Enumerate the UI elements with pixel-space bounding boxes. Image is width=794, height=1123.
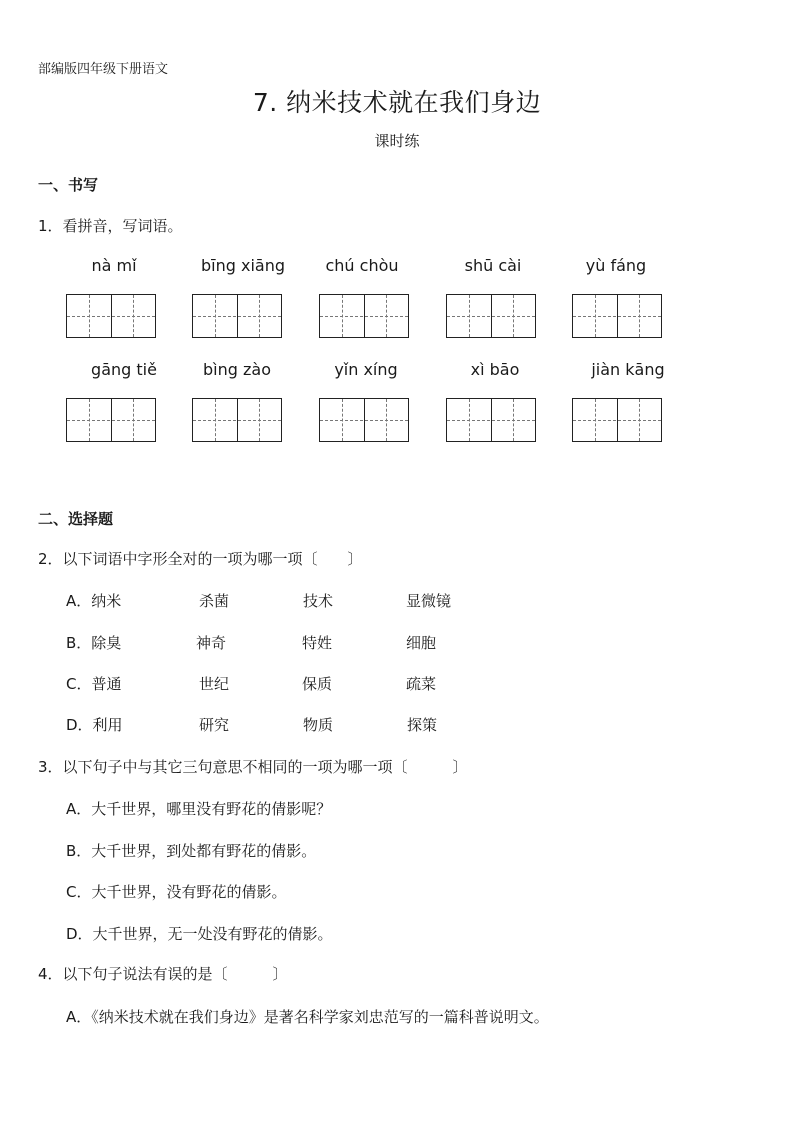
option-word[interactable]: B．除臭 <box>66 634 122 652</box>
pinyin-label: chú chòu <box>325 256 399 275</box>
writing-grid[interactable] <box>66 294 156 338</box>
top-label: 部编版四年级下册语文 <box>38 62 169 77</box>
pinyin-label: gāng tiě <box>91 360 157 379</box>
option-sentence[interactable]: B．大千世界，到处都有野花的倩影。 <box>66 842 317 860</box>
option-word: 疏菜 <box>406 675 437 693</box>
pinyin-label: bīng xiāng <box>201 256 285 275</box>
option-word: 研究 <box>199 716 230 734</box>
pinyin-label: shū cài <box>464 256 522 275</box>
pinyin-label: yù fáng <box>585 256 647 275</box>
option-sentence[interactable]: A．《纳米技术就在我们身边》是著名科学家刘忠范写的一篇科普说明文。 <box>66 1008 549 1026</box>
option-word: 神奇 <box>196 634 227 652</box>
option-word: 细胞 <box>406 634 437 652</box>
question-3-stem: 3．以下句子中与其它三句意思不相同的一项为哪一项〔 〕 <box>38 758 468 776</box>
question-2-stem: 2．以下词语中字形全对的一项为哪一项〔 〕 <box>38 550 363 568</box>
option-word[interactable]: A．纳米 <box>66 592 122 610</box>
option-word: 探策 <box>407 716 438 734</box>
option-word: 显微镜 <box>406 592 452 610</box>
option-word: 特姓 <box>302 634 333 652</box>
option-word[interactable]: D．利用 <box>66 716 123 734</box>
writing-grid[interactable] <box>192 398 282 442</box>
option-sentence[interactable]: C．大千世界，没有野花的倩影。 <box>66 883 287 901</box>
writing-grid[interactable] <box>319 294 409 338</box>
question-4-stem: 4．以下句子说法有误的是〔 〕 <box>38 965 288 983</box>
option-word[interactable]: C．普通 <box>66 675 122 693</box>
page-title: 7. 纳米技术就在我们身边 <box>252 88 542 117</box>
option-word: 技术 <box>303 592 334 610</box>
section-heading-choice: 二、选择题 <box>38 510 114 528</box>
writing-grid[interactable] <box>192 294 282 338</box>
pinyin-label: jiàn kāng <box>591 360 665 379</box>
option-sentence[interactable]: D．大千世界，无一处没有野花的倩影。 <box>66 925 333 943</box>
writing-grid[interactable] <box>319 398 409 442</box>
page-subtitle: 课时练 <box>374 132 420 150</box>
option-word: 世纪 <box>199 675 230 693</box>
option-word: 保质 <box>302 675 333 693</box>
question-1-stem: 1．看拼音，写词语。 <box>38 217 183 235</box>
writing-grid[interactable] <box>572 294 662 338</box>
pinyin-label: xì bāo <box>470 360 520 379</box>
section-heading-writing: 一、书写 <box>38 176 99 194</box>
pinyin-label: yǐn xíng <box>334 360 398 379</box>
writing-grid[interactable] <box>446 294 536 338</box>
pinyin-label: nà mǐ <box>91 256 137 275</box>
writing-grid[interactable] <box>572 398 662 442</box>
option-word: 杀菌 <box>199 592 230 610</box>
option-word: 物质 <box>303 716 334 734</box>
writing-grid[interactable] <box>446 398 536 442</box>
writing-grid[interactable] <box>66 398 156 442</box>
option-sentence[interactable]: A．大千世界，哪里没有野花的倩影呢？ <box>66 800 332 818</box>
pinyin-label: bìng zào <box>203 360 271 379</box>
